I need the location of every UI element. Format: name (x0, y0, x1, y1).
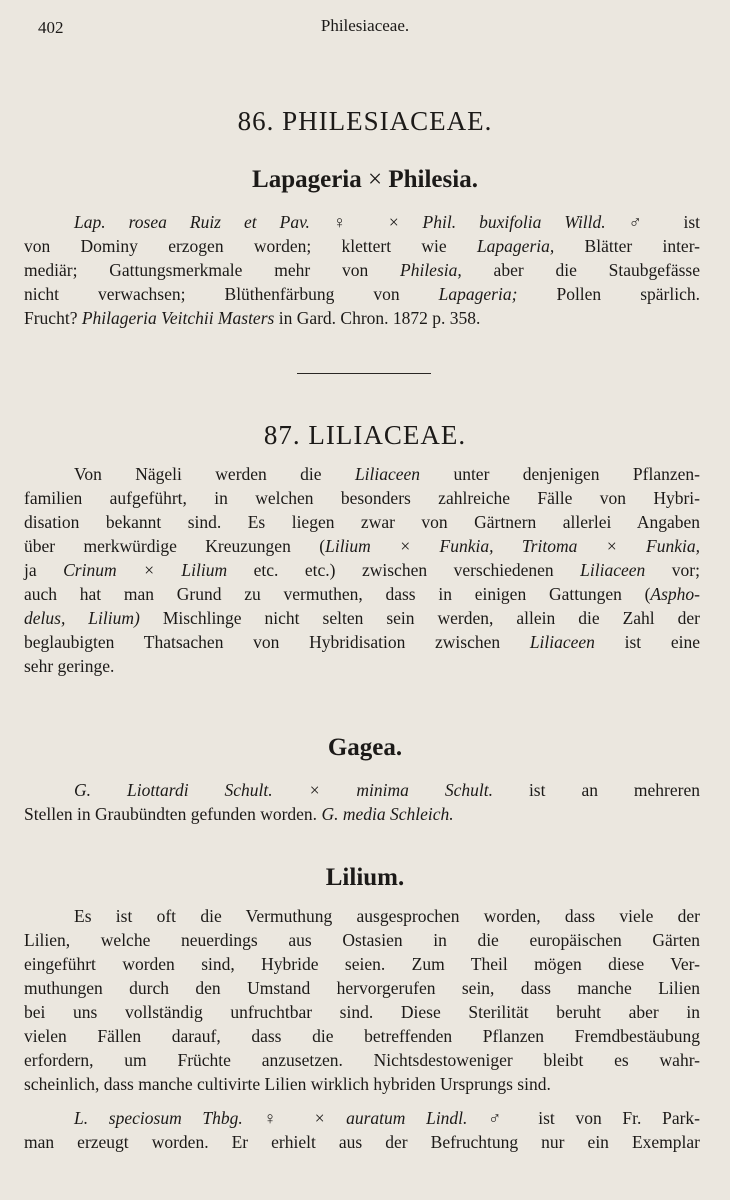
genus-title-lilium: Lilium. (325, 864, 405, 891)
text-line: L. speciosum Thbg. ♀ × auratum Lindl. ♂ ist von Fr. Park- (74, 1108, 700, 1128)
genus-right: Philesia. (388, 166, 478, 193)
genus-title-lapageria-philesia (0, 166, 730, 194)
text-line: auch hat man Grund zu vermuthen, dass in einigen Gattungen (Aspho- (24, 584, 700, 604)
text-line: ja Crinum × Lilium etc. etc.) zwischen verschiedenen Liliaceen vor; (24, 560, 700, 580)
paragraph-lapageria (24, 210, 700, 330)
text-line: Es ist oft die Vermuthung ausgesprochen worden, dass viele der (74, 906, 700, 926)
paragraph-lilium (24, 904, 700, 1096)
running-head (0, 16, 730, 42)
text-line: Von Nägeli werden die Liliaceen unter denjenigen Pflanzen- (74, 464, 700, 484)
paragraph-liliaceae (24, 462, 700, 678)
text-line: delus, Lilium) Mischlinge nicht selten sein werden, allein die Zahl der (24, 608, 700, 628)
text-line: G. Liottardi Schult. × minima Schult. ist an mehreren (74, 780, 700, 800)
text-line: sehr geringe. (24, 656, 115, 676)
text-line: scheinlich, dass manche cultivirte Lilien wirklich hybriden Ursprungs sind. (24, 1074, 551, 1094)
text-line: Frucht? Philageria Veitchii Masters in Gard. Chron. 1872 p. 358. (24, 308, 481, 328)
text-line: disation bekannt sind. Es liegen zwar von Gärtnern allerlei Angaben (24, 512, 700, 532)
family-title-philesiaceae: 86. PHILESIACEAE. (237, 106, 493, 136)
text-line: Stellen in Graubündten gefunden worden. G. media Schleich. (24, 804, 454, 824)
text-line: Lilien, welche neuerdings aus Ostasien in die europäischen Gärten (24, 930, 700, 950)
text-line: familien aufgeführt, in welchen besonders zahlreiche Fälle von Hybri- (24, 488, 700, 508)
paragraph-lilium-speciosum (24, 1106, 700, 1154)
text-line: Lap. rosea Ruiz et Pav. ♀ × Phil. buxifolia Willd. ♂ ist (74, 212, 700, 232)
text-line: über merkwürdige Kreuzungen (Lilium × Funkia, Tritoma × Funkia, (24, 536, 700, 556)
text-line: man erzeugt worden. Er erhielt aus der Befruchtung nur ein Exemplar (24, 1132, 700, 1152)
family-title-liliaceae: 87. LILIACEAE. (263, 420, 467, 450)
text-line: erfordern, um Früchte anzusetzen. Nichtsdestoweniger bleibt es wahr- (24, 1050, 700, 1070)
text-line: eingeführt worden sind, Hybride seien. Zum Theil mögen diese Ver- (24, 954, 700, 974)
text-line: vielen Fällen darauf, dass die betreffenden Pflanzen Fremdbestäubung (24, 1026, 700, 1046)
paragraph-gagea (24, 778, 700, 826)
text-line: muthungen durch den Umstand hervorgerufen sein, dass manche Lilien (24, 978, 700, 998)
running-title: Philesiaceae. (320, 16, 410, 35)
cross-symbol: × (368, 166, 383, 193)
text-line: mediär; Gattungsmerkmale mehr von Philesia, aber die Staubgefässe (24, 260, 701, 280)
genus-left: Lapageria (252, 166, 362, 193)
text-line: bei uns vollständig unfruchtbar sind. Diese Sterilität beruht aber in (24, 1002, 700, 1022)
section-divider (297, 373, 431, 374)
page-number: 402 (38, 18, 64, 37)
text-line: beglaubigten Thatsachen von Hybridisation zwischen Liliaceen ist eine (24, 632, 700, 652)
text-line: nicht verwachsen; Blüthenfärbung von Lapageria; Pollen spärlich. (24, 284, 700, 304)
text-line: von Dominy erzogen worden; klettert wie Lapageria, Blätter inter- (24, 236, 701, 256)
genus-title-gagea: Gagea. (327, 734, 403, 761)
